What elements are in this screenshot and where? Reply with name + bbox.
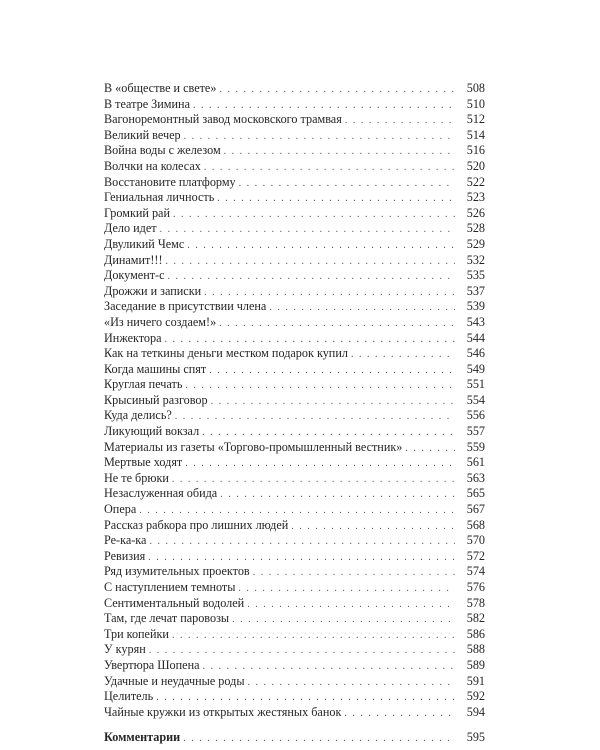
toc-entry-title: Три копейки bbox=[104, 626, 169, 641]
dot-leader bbox=[149, 534, 455, 550]
toc-entry bbox=[104, 346, 485, 362]
dot-leader bbox=[160, 222, 455, 238]
dot-leader bbox=[224, 144, 455, 160]
dot-leader bbox=[405, 441, 455, 457]
toc-entry bbox=[104, 377, 485, 393]
toc-entry-page-number: 508 bbox=[466, 81, 485, 95]
toc-entry-page-number: 554 bbox=[466, 392, 485, 407]
toc-entry bbox=[104, 362, 485, 378]
toc-entry-page-number: 586 bbox=[466, 626, 485, 641]
toc-entry-page-number: 568 bbox=[466, 517, 485, 532]
toc-entry bbox=[104, 315, 485, 331]
toc-entry-page-number: 570 bbox=[466, 533, 485, 548]
toc-entry bbox=[104, 128, 485, 144]
toc-entry bbox=[104, 159, 485, 175]
toc-entry-page-number: 522 bbox=[466, 174, 485, 189]
dot-leader bbox=[220, 487, 455, 503]
toc-entry-page-number: 578 bbox=[466, 595, 485, 610]
toc-entry-page-number: 543 bbox=[466, 314, 485, 329]
toc-entry bbox=[104, 190, 485, 206]
toc-entry bbox=[104, 253, 485, 269]
dot-leader bbox=[172, 628, 455, 644]
dot-leader bbox=[247, 597, 455, 613]
dot-leader bbox=[253, 565, 455, 581]
dot-leader bbox=[269, 300, 455, 316]
toc-entry-title: Волчки на колесах bbox=[104, 158, 201, 173]
toc-entry bbox=[104, 440, 485, 456]
toc-entry-title: Документ-с bbox=[104, 268, 165, 283]
dot-leader bbox=[175, 409, 455, 425]
dot-leader bbox=[139, 503, 455, 519]
toc-entry bbox=[104, 143, 485, 159]
dot-leader bbox=[202, 425, 455, 441]
dot-leader bbox=[291, 519, 455, 535]
toc-entry-page-number: 582 bbox=[466, 611, 485, 626]
toc-entry bbox=[104, 81, 485, 97]
dot-leader bbox=[183, 731, 455, 747]
toc-entry-title: Война воды с железом bbox=[104, 143, 221, 158]
toc-entry bbox=[104, 674, 485, 690]
dot-leader bbox=[203, 659, 455, 675]
dot-leader bbox=[193, 98, 455, 114]
dot-leader bbox=[165, 332, 455, 348]
toc-entry-title: Опера bbox=[104, 502, 137, 517]
toc-entry bbox=[104, 455, 485, 471]
toc-entry-page-number: 526 bbox=[466, 205, 485, 220]
toc-entry-title: Там, где лечат паровозы bbox=[104, 611, 230, 626]
toc-entry-page-number: 512 bbox=[466, 112, 485, 127]
toc-entry-page-number: 595 bbox=[466, 730, 485, 745]
toc-entry-title: «Из ничего создаем!» bbox=[104, 314, 217, 329]
toc-entry-title: Инжектора bbox=[104, 330, 162, 345]
toc-entry-page-number: 529 bbox=[466, 236, 485, 251]
toc-entry-page-number: 572 bbox=[466, 548, 485, 563]
toc-entry-title: Рассказ рабкора про лишних людей bbox=[104, 517, 289, 532]
dot-leader bbox=[217, 191, 455, 207]
toc-entry bbox=[104, 299, 485, 315]
toc-entry-title: Двуликий Чемс bbox=[104, 236, 185, 251]
dot-leader bbox=[344, 706, 455, 722]
dot-leader bbox=[173, 207, 455, 223]
dot-leader bbox=[149, 643, 455, 659]
toc-entry-title: Чайные кружки из открытых жестяных банок bbox=[104, 704, 342, 719]
dot-leader bbox=[185, 378, 455, 394]
toc-entry-page-number: 588 bbox=[466, 642, 485, 657]
dot-leader bbox=[172, 472, 455, 488]
toc-entry-page-number: 520 bbox=[466, 158, 485, 173]
toc-entry-title: Громкий рай bbox=[104, 205, 170, 220]
toc-entry-title: Комментарии bbox=[104, 730, 181, 745]
toc-entry-title: В театре Зимина bbox=[104, 96, 190, 111]
toc-entry-page-number: 516 bbox=[466, 143, 485, 158]
toc-entry-page-number: 561 bbox=[466, 455, 485, 470]
toc-entry-title: Динамит!!! bbox=[104, 252, 163, 267]
toc-entry-title: Ре-ка-ка bbox=[104, 533, 147, 548]
dot-leader bbox=[232, 612, 455, 628]
toc-entry-page-number: 592 bbox=[466, 689, 485, 704]
toc-entry bbox=[104, 393, 485, 409]
dot-leader bbox=[148, 550, 455, 566]
toc-entry bbox=[104, 237, 485, 253]
toc-entry-title: Великий вечер bbox=[104, 127, 181, 142]
toc-entry-title: Материалы из газеты «Торгово-промышленный вестник» bbox=[104, 439, 403, 454]
toc-entry-title: Дрожжи и записки bbox=[104, 283, 202, 298]
dot-leader bbox=[168, 269, 455, 285]
toc-entry-page-number: 510 bbox=[466, 96, 485, 111]
toc-entry-page-number: 565 bbox=[466, 486, 485, 501]
toc-entry-page-number: 546 bbox=[466, 346, 485, 361]
toc-entry bbox=[104, 268, 485, 284]
toc-entry-page-number: 559 bbox=[466, 439, 485, 454]
dot-leader bbox=[166, 254, 455, 270]
dot-leader bbox=[211, 394, 455, 410]
toc-entry-title: С наступлением темноты bbox=[104, 580, 236, 594]
toc-entry-title: Вагоноремонтный завод московского трамвая bbox=[104, 112, 342, 127]
toc-entry bbox=[104, 97, 485, 113]
toc-entry-page-number: 551 bbox=[466, 377, 485, 392]
toc-entry-page-number: 563 bbox=[466, 470, 485, 485]
toc-entry bbox=[104, 689, 485, 705]
toc-entry bbox=[104, 331, 485, 347]
dot-leader bbox=[184, 129, 455, 145]
table-of-contents bbox=[104, 81, 485, 746]
toc-entry bbox=[104, 549, 485, 565]
dot-leader bbox=[345, 113, 455, 129]
toc-entry bbox=[104, 627, 485, 643]
toc-entry-title: Целитель bbox=[104, 689, 154, 704]
toc-entry-title: Заседание в присутствии члена bbox=[104, 299, 267, 314]
toc-entry bbox=[104, 424, 485, 440]
toc-entry-title: В «обществе и свете» bbox=[104, 81, 217, 95]
toc-entry-comments bbox=[104, 730, 485, 746]
toc-entry-title: Ряд изумительных проектов bbox=[104, 564, 250, 579]
toc-entry-page-number: 556 bbox=[466, 408, 485, 423]
dot-leader bbox=[239, 176, 455, 192]
toc-entry-page-number: 514 bbox=[466, 127, 485, 142]
toc-entry-page-number: 574 bbox=[466, 564, 485, 579]
toc-entry-title: Сентиментальный водолей bbox=[104, 595, 245, 610]
toc-entry-title: Дело идет bbox=[104, 221, 157, 236]
toc-entry-title: Не те брюки bbox=[104, 470, 169, 485]
toc-entry-title: Когда машины спят bbox=[104, 361, 207, 376]
toc-entry bbox=[104, 658, 485, 674]
dot-leader bbox=[187, 238, 455, 254]
toc-entry-title: У курян bbox=[104, 642, 146, 657]
toc-entry bbox=[104, 408, 485, 424]
toc-entry bbox=[104, 580, 485, 596]
toc-entry-title: Восстановите платформу bbox=[104, 174, 236, 189]
dot-leader bbox=[248, 675, 455, 691]
toc-entry bbox=[104, 596, 485, 612]
toc-entry bbox=[104, 533, 485, 549]
toc-entry bbox=[104, 112, 485, 128]
dot-leader bbox=[204, 285, 455, 301]
toc-entry-title: Удачные и неудачные роды bbox=[104, 673, 245, 688]
dot-leader bbox=[351, 347, 455, 363]
toc-entry-title: Ревизия bbox=[104, 548, 146, 563]
toc-entry bbox=[104, 705, 485, 721]
toc-entry-title: Увертюра Шопена bbox=[104, 657, 200, 672]
toc-entry-title: Как на теткины деньги местком подарок купил bbox=[104, 346, 348, 361]
toc-entry-page-number: 591 bbox=[466, 673, 485, 688]
toc-entry-page-number: 594 bbox=[466, 704, 485, 719]
toc-entry-page-number: 528 bbox=[466, 221, 485, 236]
toc-entry bbox=[104, 502, 485, 518]
toc-entry-page-number: 537 bbox=[466, 283, 485, 298]
toc-entry-title: Куда делись? bbox=[104, 408, 172, 423]
dot-leader bbox=[156, 690, 455, 706]
toc-entry-page-number: 589 bbox=[466, 657, 485, 672]
toc-entry bbox=[104, 471, 485, 487]
dot-leader bbox=[209, 363, 455, 379]
toc-entry bbox=[104, 642, 485, 658]
toc-entry-page-number: 523 bbox=[466, 190, 485, 205]
toc-entry-title: Ликующий вокзал bbox=[104, 424, 200, 439]
dot-leader bbox=[219, 82, 455, 98]
dot-leader bbox=[204, 160, 455, 176]
toc-entry-page-number: 535 bbox=[466, 268, 485, 283]
dot-leader bbox=[219, 316, 455, 332]
toc-entry-title: Гениальная личность bbox=[104, 190, 215, 205]
toc-entry bbox=[104, 284, 485, 300]
toc-entry-page-number: 549 bbox=[466, 361, 485, 376]
toc-entry bbox=[104, 221, 485, 237]
toc-entry bbox=[104, 175, 485, 191]
dot-leader bbox=[185, 456, 455, 472]
toc-entry-page-number: 557 bbox=[466, 424, 485, 439]
toc-entry bbox=[104, 206, 485, 222]
toc-entry-page-number: 539 bbox=[466, 299, 485, 314]
dot-leader bbox=[238, 581, 455, 597]
toc-entry-page-number: 576 bbox=[466, 580, 485, 594]
toc-entry bbox=[104, 518, 485, 534]
toc-entry-title: Незаслуженная обида bbox=[104, 486, 218, 501]
toc-entry bbox=[104, 486, 485, 502]
toc-entry-page-number: 567 bbox=[466, 502, 485, 517]
toc-entry-page-number: 544 bbox=[466, 330, 485, 345]
toc-entry-title: Круглая печать bbox=[104, 377, 183, 392]
toc-entry bbox=[104, 564, 485, 580]
toc-entry-page-number: 532 bbox=[466, 252, 485, 267]
toc-entry-title: Крысиный разговор bbox=[104, 392, 208, 407]
toc-entry bbox=[104, 611, 485, 627]
toc-entry-title: Мертвые ходят bbox=[104, 455, 183, 470]
